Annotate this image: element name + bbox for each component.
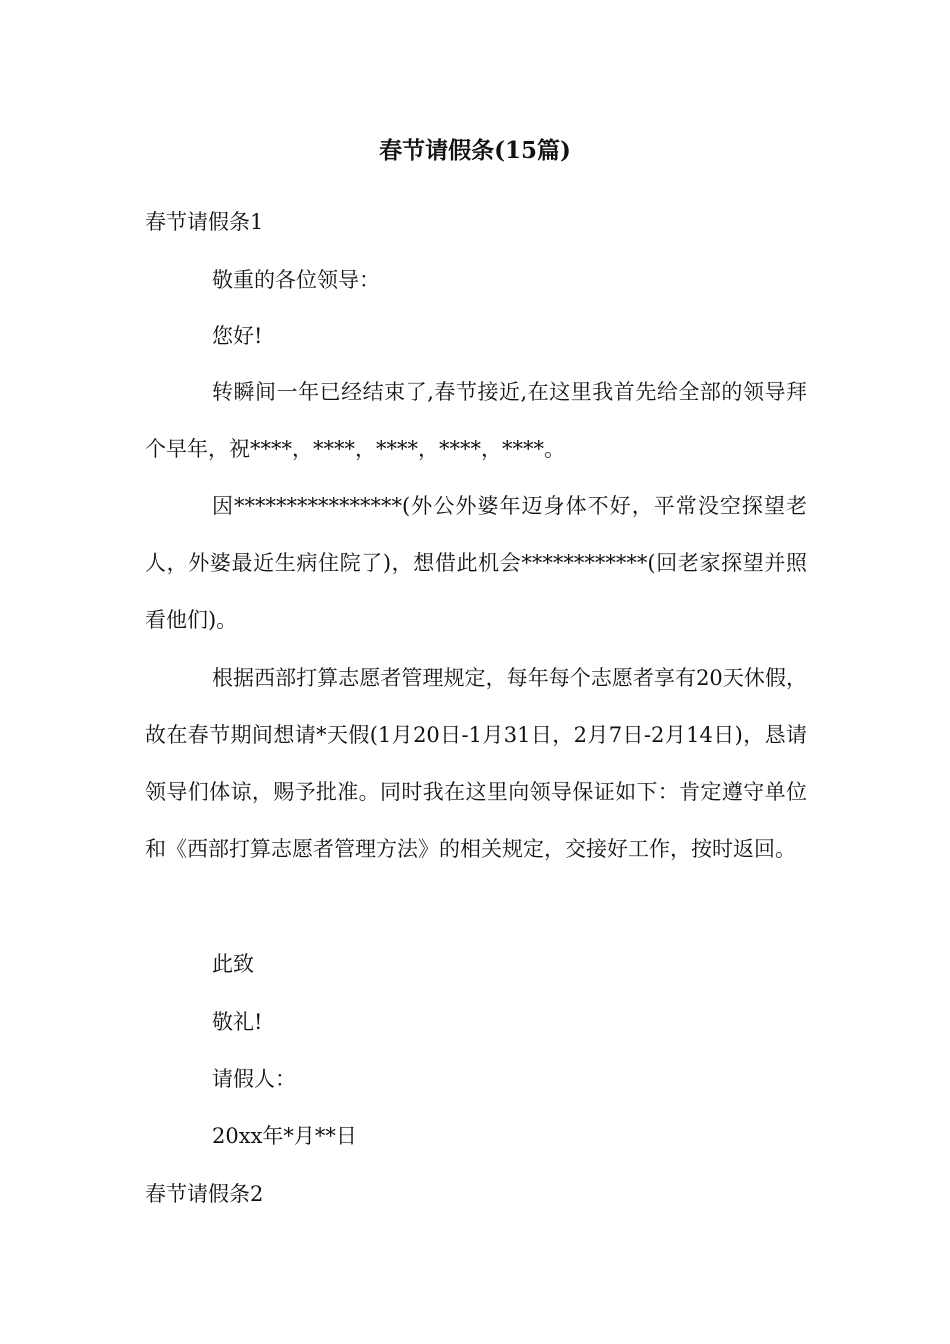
salutation: 敬重的各位领导： — [212, 268, 380, 292]
section-heading-2: 春节请假条2 — [145, 1182, 264, 1206]
closing-salute: 此致 — [212, 952, 254, 976]
paragraph-leave-request: 根据西部打算志愿者管理规定，每年每个志愿者享有20天休假，故在春节期间想请*天假(1月20日-1月31日，2月7日-2月14日)，恳请领导们体谅，赐予批准。同时我在这里向领导保证如下：肯定遵守单位和《西部打算志愿者管理方法》的相关规定，交接好工作，按时返回。 — [145, 666, 807, 861]
paragraph-reason: 因****************(外公外婆年迈身体不好，平常没空探望老人，外婆最近生病住院了)，想借此机会************(回老家探望并照看他们)。 — [145, 494, 807, 632]
applicant-label: 请假人： — [212, 1067, 296, 1091]
section-heading-1: 春节请假条1 — [145, 210, 264, 234]
document-title: 春节请假条(15篇) — [379, 137, 571, 164]
greeting: 您好! — [212, 324, 263, 348]
closing-respect: 敬礼! — [212, 1010, 263, 1034]
paragraph-new-year-wishes: 转瞬间一年已经结束了,春节接近,在这里我首先给全部的领导拜个早年，祝****，****，****，****，****。 — [145, 380, 807, 461]
date-line: 20xx年*月**日 — [212, 1124, 357, 1148]
